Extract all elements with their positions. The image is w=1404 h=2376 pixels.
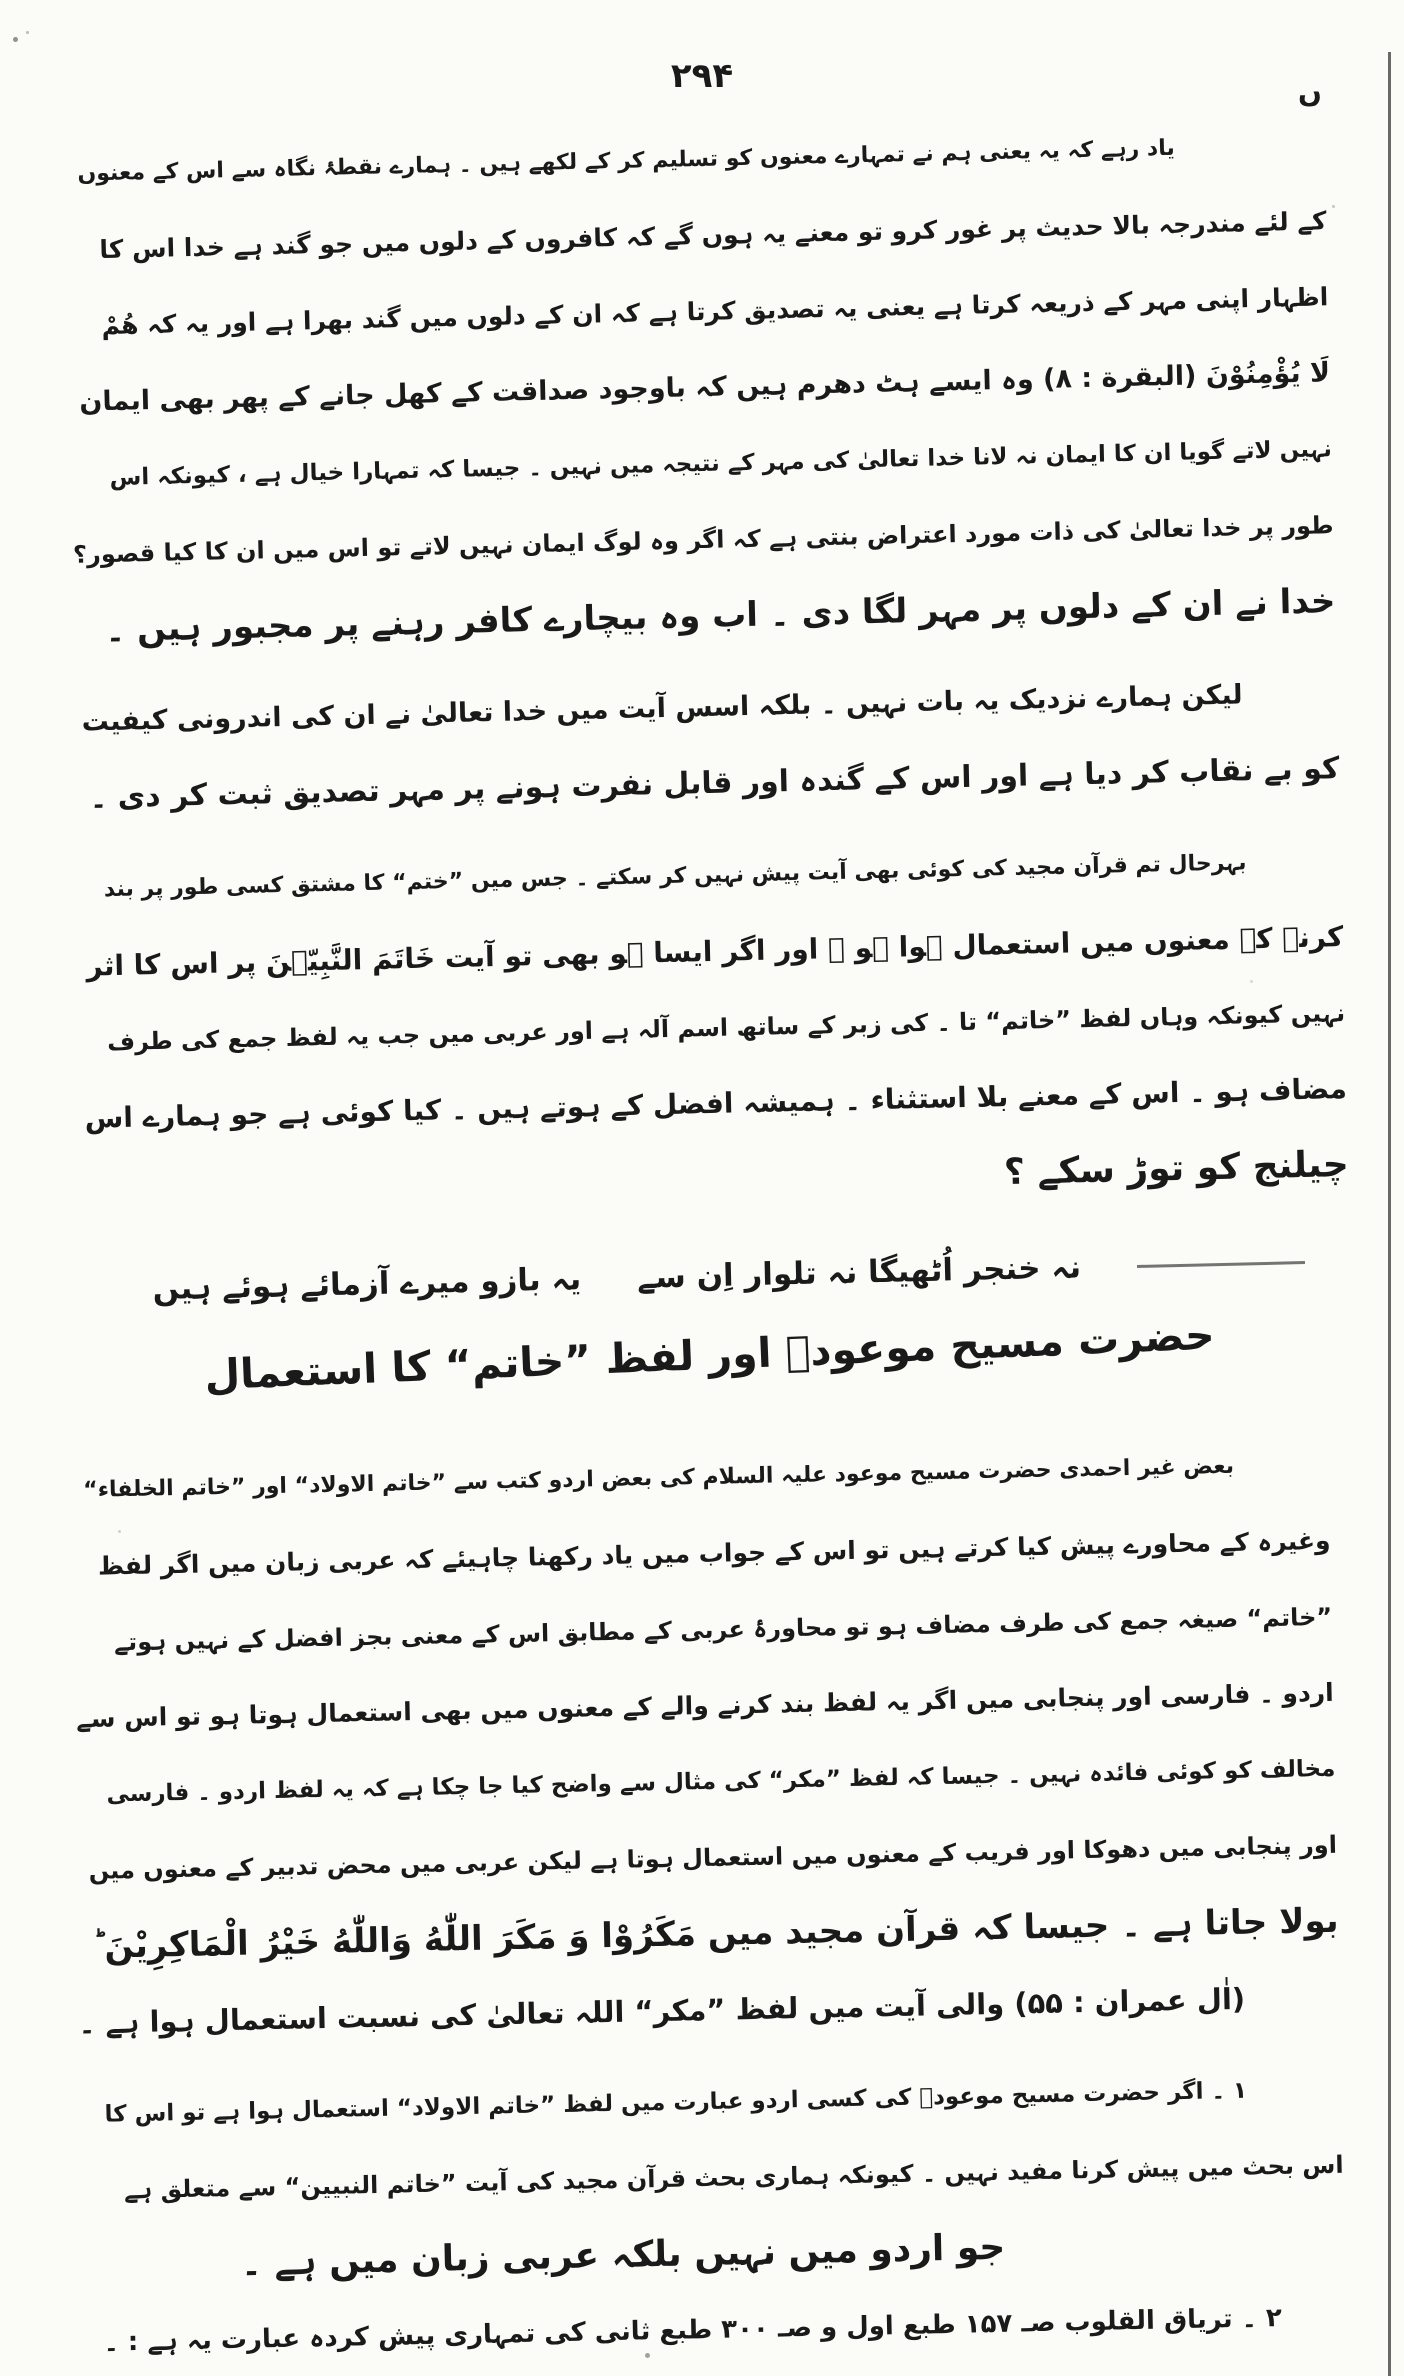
- numbered-note-line: ۲ ۔ تریاق القلوب صـ ۱۵۷ طبع اول و صـ ۳۰۰ طبع ثانی کی تمہاری پیش کردہ عبارت یہ ہے : ۔: [103, 2303, 1283, 2358]
- verse-hemistich-left: یہ بازو میرے آزمائے ہوئے ہیں: [152, 1261, 582, 1308]
- numbered-note-line: ۱ ۔ اگر حضرت مسیح موعودؑ کی کسی اردو عبارت میں لفظ ”خاتم الاولاد“ استعمال ہوا ہے تو اس کا: [104, 2077, 1248, 2128]
- urdu-text-line: مضاف ہو ۔ اس کے معنے بلا استثناء ۔ ہمیشہ افضل کے ہوتے ہیں ۔ کیا کوئی ہے جو ہمارے اس: [84, 1071, 1348, 1135]
- urdu-text-line: بہرحال تم قرآن مجید کی کوئی بھی آیت پیش نہیں کر سکتے ۔ جس میں ”ختم“ کا مشتق کسی طور پر بند: [103, 850, 1247, 903]
- urdu-text-line: لیکن ہمارے نزدیک یہ بات نہیں ۔ بلکہ اسس آیت میں خدا تعالیٰ نے ان کی اندرونی کیفیت: [81, 679, 1243, 738]
- section-heading: حضرت مسیح موعودؑ اور لفظ ”خاتم“ کا استعمال: [203, 1310, 1216, 1400]
- urdu-text-line: کو بے نقاب کر دیا ہے اور اس کے گندہ اور قابل نفرت ہونے پر مہر تصدیق ثبت کر دی ۔: [89, 751, 1340, 816]
- urdu-text-line: اردو ۔ فارسی اور پنجابی میں اگر یہ لفظ بند کرنے والے کے معنوں میں بھی استعمال ہوتا ہو تو اس سے: [75, 1677, 1335, 1734]
- urdu-text-line: (اٰل عمران : ۵۵) والی آیت میں لفظ ”مکر“ اللہ تعالیٰ کی نسبت استعمال ہوا ہے ۔: [78, 1981, 1246, 2041]
- lower-text-block: [62, 1427, 1347, 2376]
- wrapped-word-fragment: ں: [1298, 76, 1322, 109]
- verse-separator-dash: [1137, 1261, 1305, 1268]
- page-number: ۲۹۴: [670, 56, 734, 96]
- urdu-text-line: کرنے کے معنوں میں استعمال ہوا ہو ۔ اور اگر ایسا ہو بھی تو آیت خَاتَمَ النَّبِیّٖنَ پر اس کا اثر: [86, 920, 1344, 983]
- urdu-text-line: بولا جاتا ہے ۔ جیسا کہ قرآن مجید میں مَکَرُوْا وَ مَکَرَ اللّٰهُ وَاللّٰهُ خَیْرُ الْمَاکِرِیْنَ ؕ: [92, 1900, 1339, 1967]
- scan-speckles: [0, 0, 3, 3]
- urdu-text-line: خدا نے ان کے دلوں پر مہر لگا دی ۔ اب وہ بیچارے کافر رہنے پر مجبور ہیں ۔: [104, 581, 1336, 651]
- urdu-text-line: ”خاتم“ صیغہ جمع کی طرف مضاف ہو تو محاورۂ عربی کے مطابق اس کے معنی بجز افضل کے نہیں ہوتے: [113, 1602, 1333, 1657]
- urdu-text-line: نہیں کیونکہ وہاں لفظ ”خاتم“ تا ۔ کی زبر کے ساتھ اسم آلہ ہے اور عربی میں جب یہ لفظ جمع کی طرف: [106, 999, 1346, 1057]
- urdu-text-line: کے لئے مندرجہ بالا حدیث پر غور کرو تو معنے یہ ہوں گے کہ کافروں کے دلوں میں جو گند ہے خدا اس کا: [99, 206, 1327, 265]
- urdu-text-line: اور پنجابی میں دھوکا اور فریب کے معنوں میں استعمال ہوتا ہے لیکن عربی میں محض تدبیر کے معنوں میں: [88, 1830, 1338, 1885]
- urdu-text-line: مخالف کو کوئی فائدہ نہیں ۔ جیسا کہ لفظ ”مکر“ کی مثال سے واضح کیا جا چکا ہے کہ یہ لفظ اردو ۔ فارسی: [106, 1755, 1336, 1808]
- numbered-note-line: جو اردو میں نہیں بلکہ عربی زبان میں ہے ۔: [240, 2226, 1006, 2284]
- urdu-text-line: اظہار اپنی مہر کے ذریعہ کرتا ہے یعنی یہ تصدیق کرتا ہے کہ ان کے دلوں میں گند بھرا ہے اور یہ کہ ھُمْ: [101, 282, 1329, 341]
- urdu-text-line: یاد رہے کہ یہ یعنی ہم نے تمہارے معنوں کو تسلیم کر کے لکھے ہیں ۔ ہمارے نقطۂ نگاہ سے اس کے معنوں: [77, 135, 1175, 187]
- upper-text-block: [58, 107, 1352, 1330]
- scan-edge-artifact-line: [1388, 52, 1391, 2376]
- urdu-text-line: وغیرہ کے محاورے پیش کیا کرتے ہیں تو اس کے جواب میں یاد رکھنا چاہیئے کہ عربی زبان میں اگر لفظ: [97, 1525, 1331, 1581]
- urdu-text-line: طور پر خدا تعالیٰ کی ذات مورد اعتراض بنتی ہے کہ اگر وہ لوگ ایمان نہیں لاتے تو اس میں ان کا کیا قصور؟: [72, 511, 1334, 569]
- urdu-text-line: نہیں لاتے گویا ان کا ایمان نہ لانا خدا تعالیٰ کی مہر کے نتیجہ میں نہیں ۔ جیسا کہ تمہارا خیال ہے ، کیونکہ اس: [109, 436, 1333, 491]
- verse-hemistich-right: نہ خنجر اُٹھیگا نہ تلوار اِن سے: [636, 1249, 1082, 1296]
- urdu-text-line: لَا یُؤْمِنُوْنَ (البقرة : ۸) وہ ایسے ہٹ دھرم ہیں کہ باوجود صداقت کے کھل جانے کے پھر بھی ایمان: [78, 357, 1331, 418]
- urdu-text-line: بعض غیر احمدی حضرت مسیح موعود علیہ السلام کی بعض اردو کتب سے ”خاتم الاولاد“ اور ”خاتم الخلفاء“: [83, 1453, 1235, 1503]
- urdu-text-line: چیلنج کو توڑ سکے ؟: [1003, 1143, 1350, 1194]
- numbered-note-line: اس بحث میں پیش کرنا مفید نہیں ۔ کیونکہ ہماری بحث قرآن مجید کی آیت ”خاتم النبیین“ سے متعلق ہے: [123, 2150, 1344, 2205]
